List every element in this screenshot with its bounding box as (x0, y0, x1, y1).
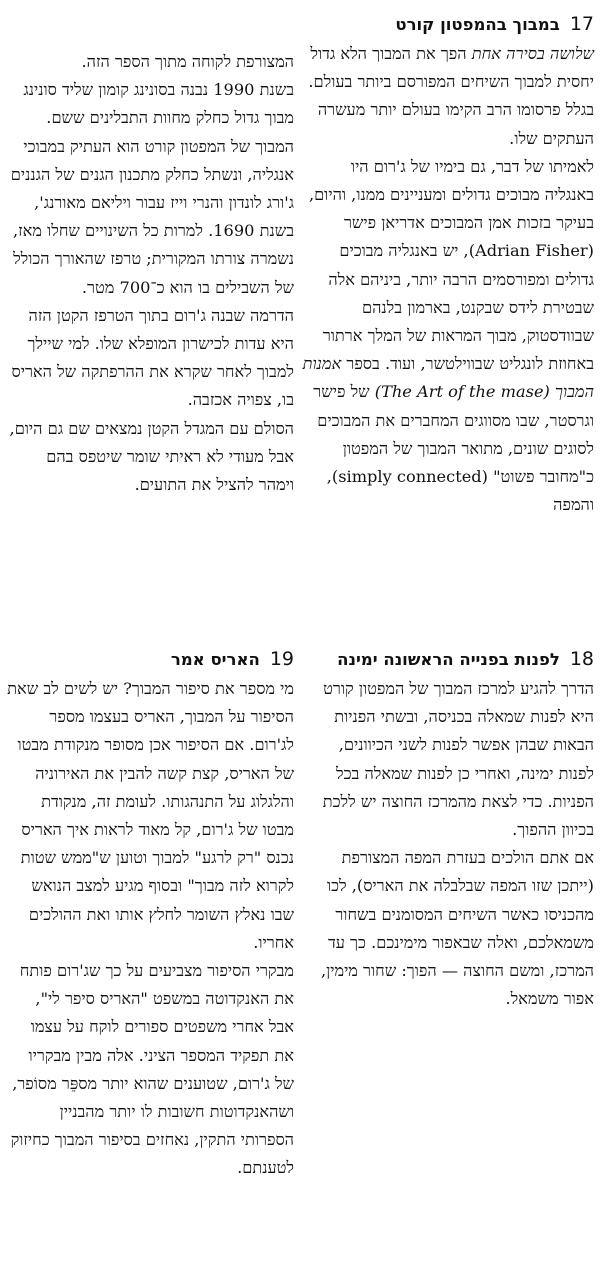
section-18-heading (302, 645, 594, 674)
section-19-title: האריס אמר (170, 650, 260, 669)
continued-paragraph-5: הסולם עם המגדל הקטן נמצאים שם גם היום, אבל מעודי לא ראיתי שומר שיטפס בהם וימהר להציל את התועים. (9, 418, 294, 495)
continued-paragraph-2: בשנת 1990 נבנה בסונינג קומון שליד סונינג מבוך גדול כחלק מחוות התבלינים ששם. (23, 80, 294, 128)
section-19-number: 19 (269, 648, 294, 670)
term-simply-connected: (simply connected) (331, 467, 488, 487)
section-19 (6, 645, 294, 1183)
section-19-paragraph-1: מי מספר את סיפור המבוך? יש לשים לב שאת הסיפור על המבוך, האריס בעצמו מספר לג'רום. אם הסיפור אכן מסופר מנקודת מבטו של האריס, קצת קשה להבין את האירוניה והלגלוג על התנהגותו. לעומת זה, מנקודת מבטו של ג'רום, קל מאוד לראות איך האריס נכנס "רק לרגע" למבוך וטוען ש"ממש שטות לקרוא לזה מבוך" ובסוף מגיע למצב הנואש שבו נאלץ השומר לחלץ אותו ואת ההולכים אחריו. (7, 679, 294, 952)
section-17-paragraph-2: לאמיתו של דבר, גם בימיו של ג'רום היו באנגליה מבוכים גדולים ומעניינים ממנו, והיום, בעיקר בזכות אמן המבוכים אדריאן פישר (Adrian Fisher), יש באנגליה מבוכים גדולים ומפורסמים הרבה יותר, ביניהם אלה שבטירת לידס שבקנט, בארמון בלנהם שבוודסטוק, מבוך המראות של המלך ארתור באחוזת לונגליט שבווילטשר, ועוד. בספר אמנות המבוך (The Art of the mase) של פישר וגרסטר, שבו מסווגים המחברים את המבוכים לסוגים שונים, מתואר המבוך של המפטון כ"מחובר פשוט" (simply connected), והמפה (302, 156, 594, 515)
book-title-art-of-maze-en: (The Art of the mase) (374, 382, 550, 402)
section-19-heading (6, 645, 294, 674)
section-18-paragraph-2: אם אתם הולכים בעזרת המפה המצורפת (ייתכן שזו המפה שבלבלה את האריס), לכו מהכניסו כאשר השיחים המסומנים בשחור משמאלכם, ואלה שבאפור מימינכם. כך עד המרכז, ומשם החוצה — הפוך: שחור מימין, אפור משמאל. (320, 848, 594, 1009)
section-18-paragraph-1: הדרך להגיע למרכז המבוך של המפטון קורט היא לפנות שמאלה בכניסה, ובשתי הפניות הבאות שבהן אפשר לפנות לשני הכיוונים, לפנות ימינה, ואחרי כן לפנות שמאלה בכל הפניות. כדי לצאת מהמרכז החוצה יש ללכת בכיוון ההפוך. (322, 679, 594, 840)
book-title-art-of-maze: אמנות המבוך (302, 354, 594, 402)
book-title-three-men: שלושה בסירה אחת (471, 44, 594, 63)
section-18-title: לפנות בפנייה הראשונה ימינה (337, 650, 560, 669)
section-17-heading (302, 10, 594, 39)
section-17-paragraph-1: שלושה בסירה אחת הפך את המבוך הלא גדול יחסית למבוך השיחים המפורסם ביותר בעולם. בגלל פרסומו הרב הקימו בעולם יותר מעשרה העתקים שלו. (308, 44, 594, 148)
continued-paragraph-4: הדרמה שבנה ג'רום בתוך הטרפז הקטן הזה היא עדות לכישרון המופלא שלו. למי שיילך למבוך לאחר שקרא את ההרפתקה של האריס בו, צפויה אכזבה. (11, 305, 294, 410)
section-17-title: במבוך בהמפטון קורט (395, 15, 560, 34)
continued-paragraph-3: המבוך של המפטון קורט הוא העתיק במבוכי אנגליה, ונשתל כחלק מתכנון הגנים של הגננים ג'ורג לונדון והנרי וייז עבור ויליאם מאורנג', בשנת 1690. למרות כל השינויים שחלו מאז, נשמרה צורתו המקורית; טרפז שהאורך הכולל של השבילים בו הוא כ־700 מטר. (10, 136, 294, 297)
section-18 (302, 645, 594, 1013)
section-18-number: 18 (569, 648, 594, 670)
section-17 (302, 10, 594, 519)
section-17-continued (6, 48, 294, 499)
continued-paragraph-1: המצורפת לקוחה מתוך הספר הזה. (81, 52, 294, 71)
name-adrian-fisher: Adrian Fisher (475, 241, 588, 261)
section-19-paragraph-2: מבקרי הסיפור מצביעים על כך שג'רום פותח את האנקדוטה במשפט "האריס סיפר לי", אבל אחרי משפטים ספורים לוקח על עצמו את תפקיד המספר הציני. אלה מבין מבקריו של ג'רום, שטוענים שהוא יותר מספֵּר מסוֹפר, ושהאנקדוטות חשובות לו יותר מהבניין הספרותי התקין, נאחזים בסיפור המבוך כחיזוק לטענתם. (10, 961, 294, 1178)
section-17-number: 17 (569, 13, 594, 35)
